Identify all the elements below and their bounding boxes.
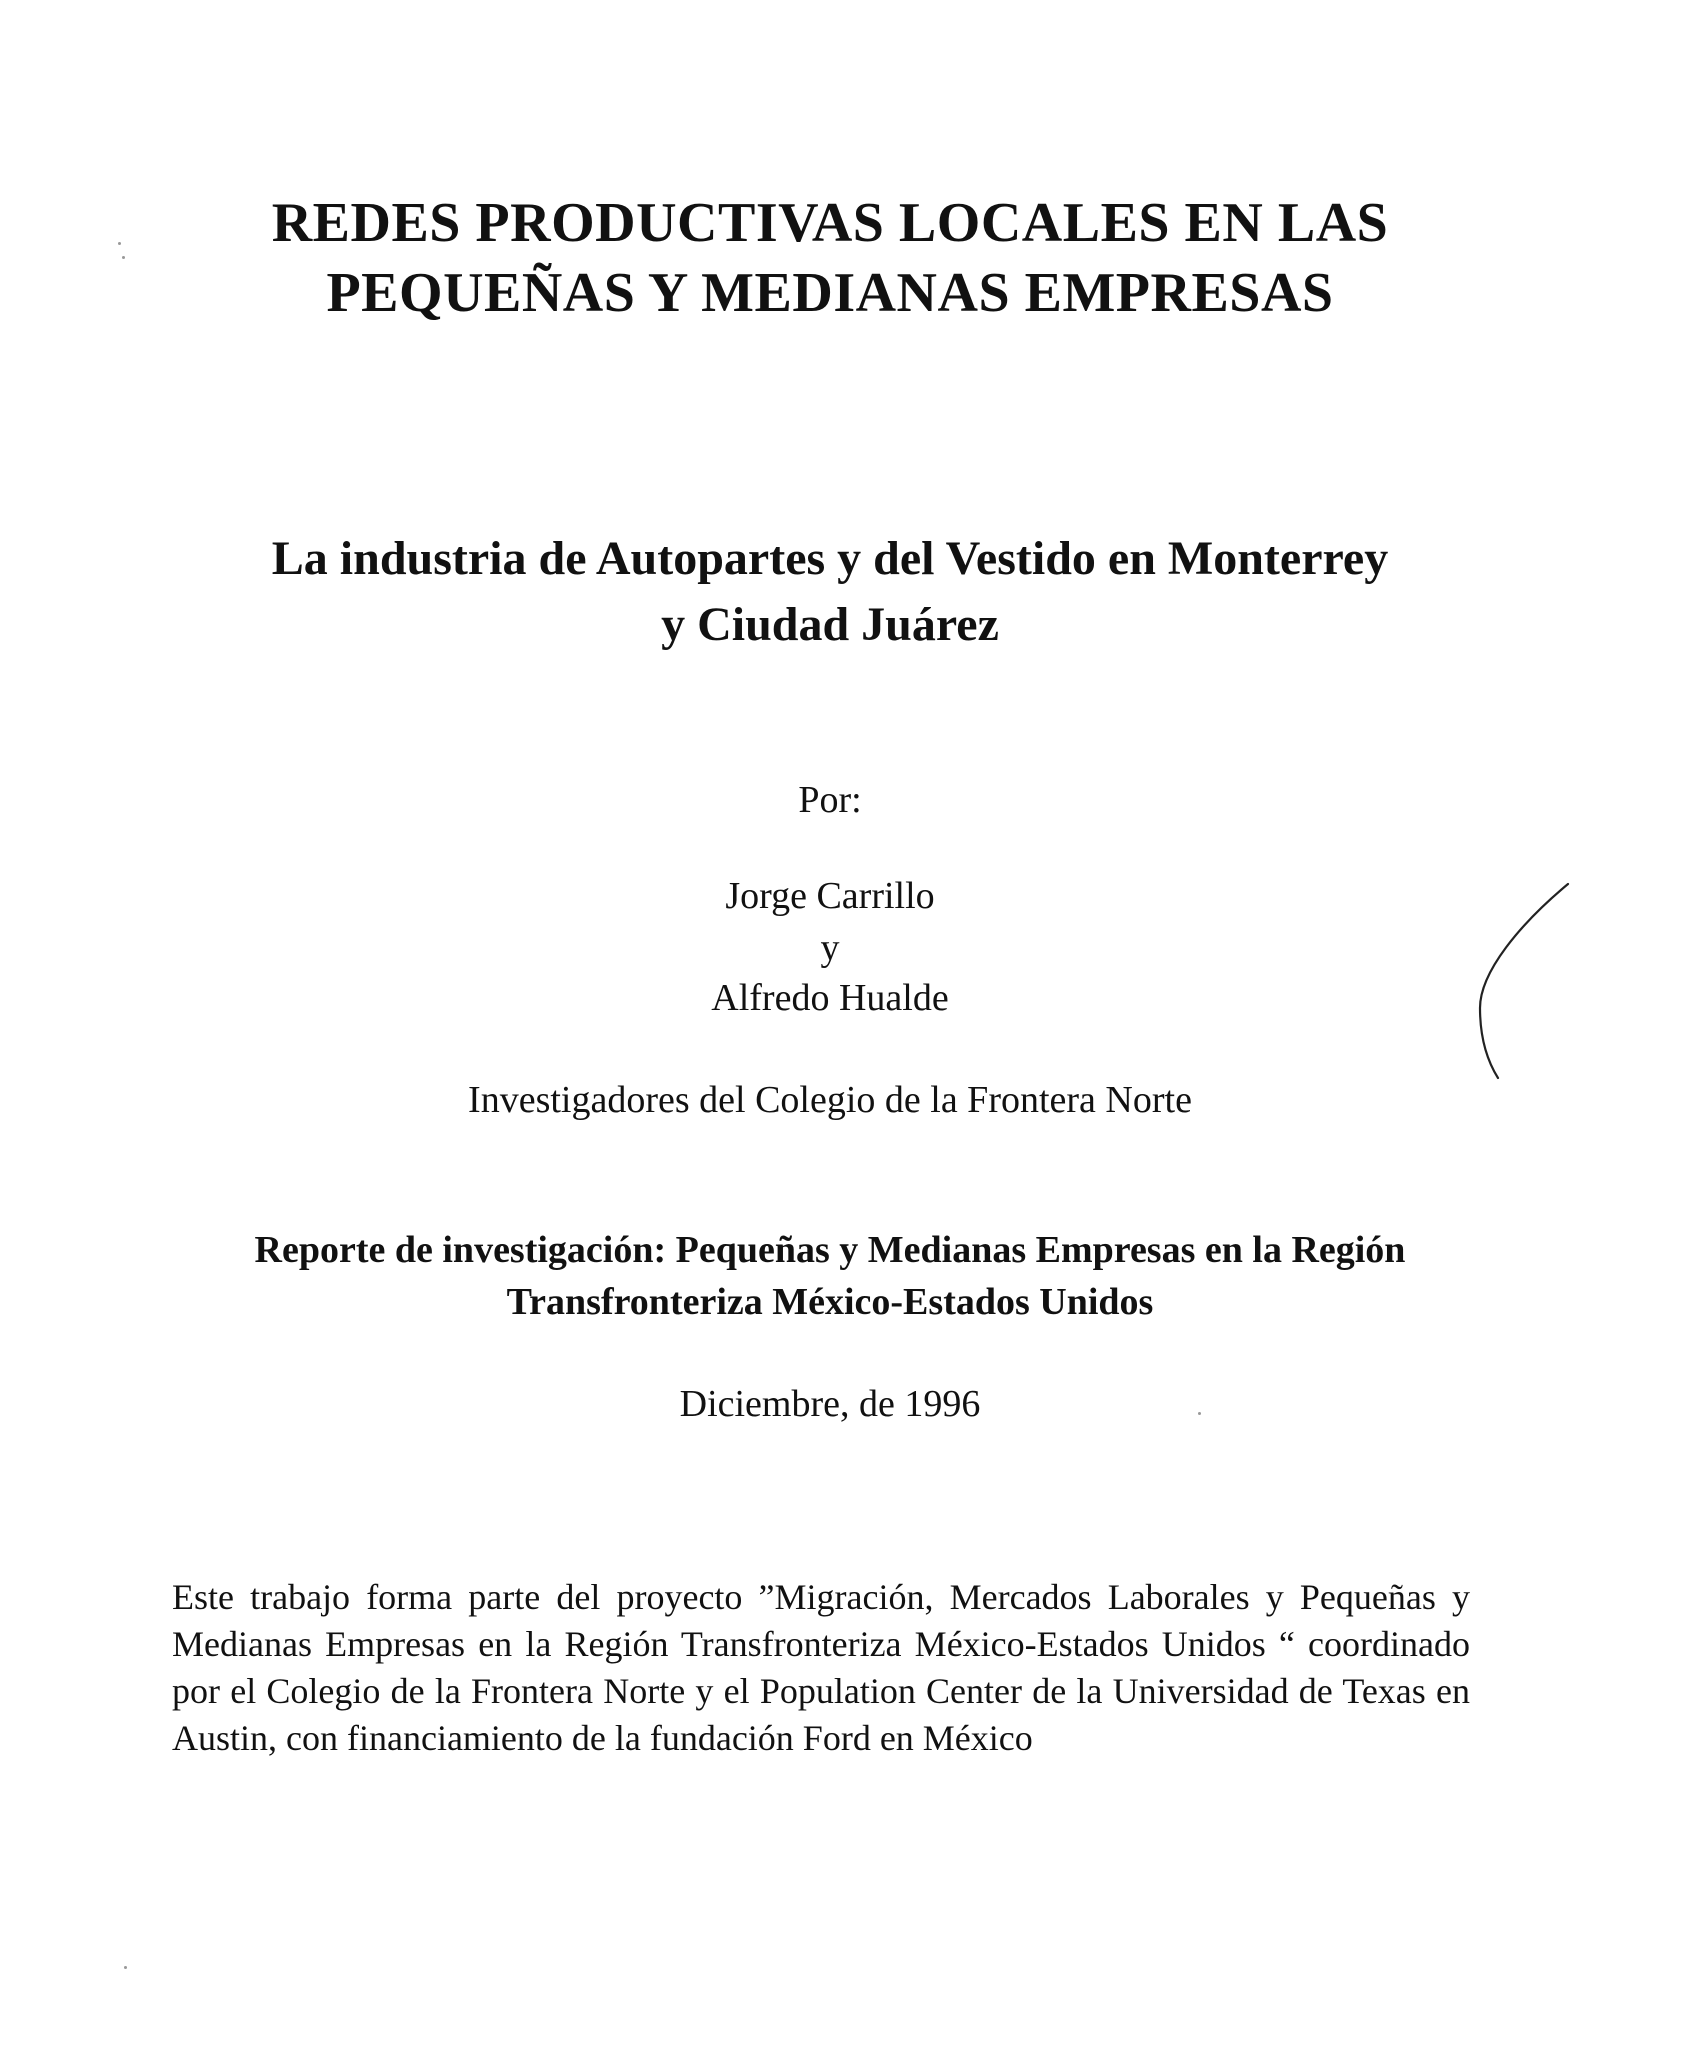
author-affiliation: Investigadores del Colegio de la Frontera Norte — [468, 1079, 1192, 1121]
report-line-1: Reporte de investigación: Pequeñas y Medianas Empresas en la Región — [254, 1229, 1406, 1271]
author-name: Alfredo Hualde — [711, 977, 949, 1019]
author-name: Jorge Carrillo — [725, 875, 935, 917]
title-line-2: PEQUEÑAS Y MEDIANAS EMPRESAS — [326, 262, 1334, 324]
report-line-2: Transfronteriza México-Estados Unidos — [506, 1281, 1154, 1323]
scan-speck — [122, 256, 125, 259]
scan-speck — [118, 242, 121, 245]
publication-date: Diciembre, de 1996 — [679, 1383, 981, 1425]
scan-speck — [1198, 1412, 1201, 1415]
by-label: Por: — [798, 779, 862, 821]
author-conjunction: y — [820, 927, 840, 969]
report-series — [160, 1224, 1500, 1328]
project-note — [172, 1574, 1470, 1762]
project-note-text: Este trabajo forma parte del proyecto ”Migración, Mercados Laborales y Pequeñas y Medianas Empresas en la Región Transfronteriza México-Estados Unidos “ coordinado por el Colegio de la Frontera Norte y el Population Center de la Universidad de Texas en Austin, con financiamiento de la fundación Ford en México — [172, 1577, 1470, 1758]
title-line-1: REDES PRODUCTIVAS LOCALES EN LAS — [271, 192, 1389, 254]
document-subtitle — [160, 526, 1500, 658]
subtitle-line-2: y Ciudad Juárez — [661, 598, 999, 651]
document-title — [160, 188, 1500, 328]
handwritten-bracket-mark — [1468, 880, 1578, 1080]
subtitle-line-1: La industria de Autopartes y del Vestido en Monterrey — [271, 532, 1389, 585]
scan-speck — [124, 1966, 127, 1969]
